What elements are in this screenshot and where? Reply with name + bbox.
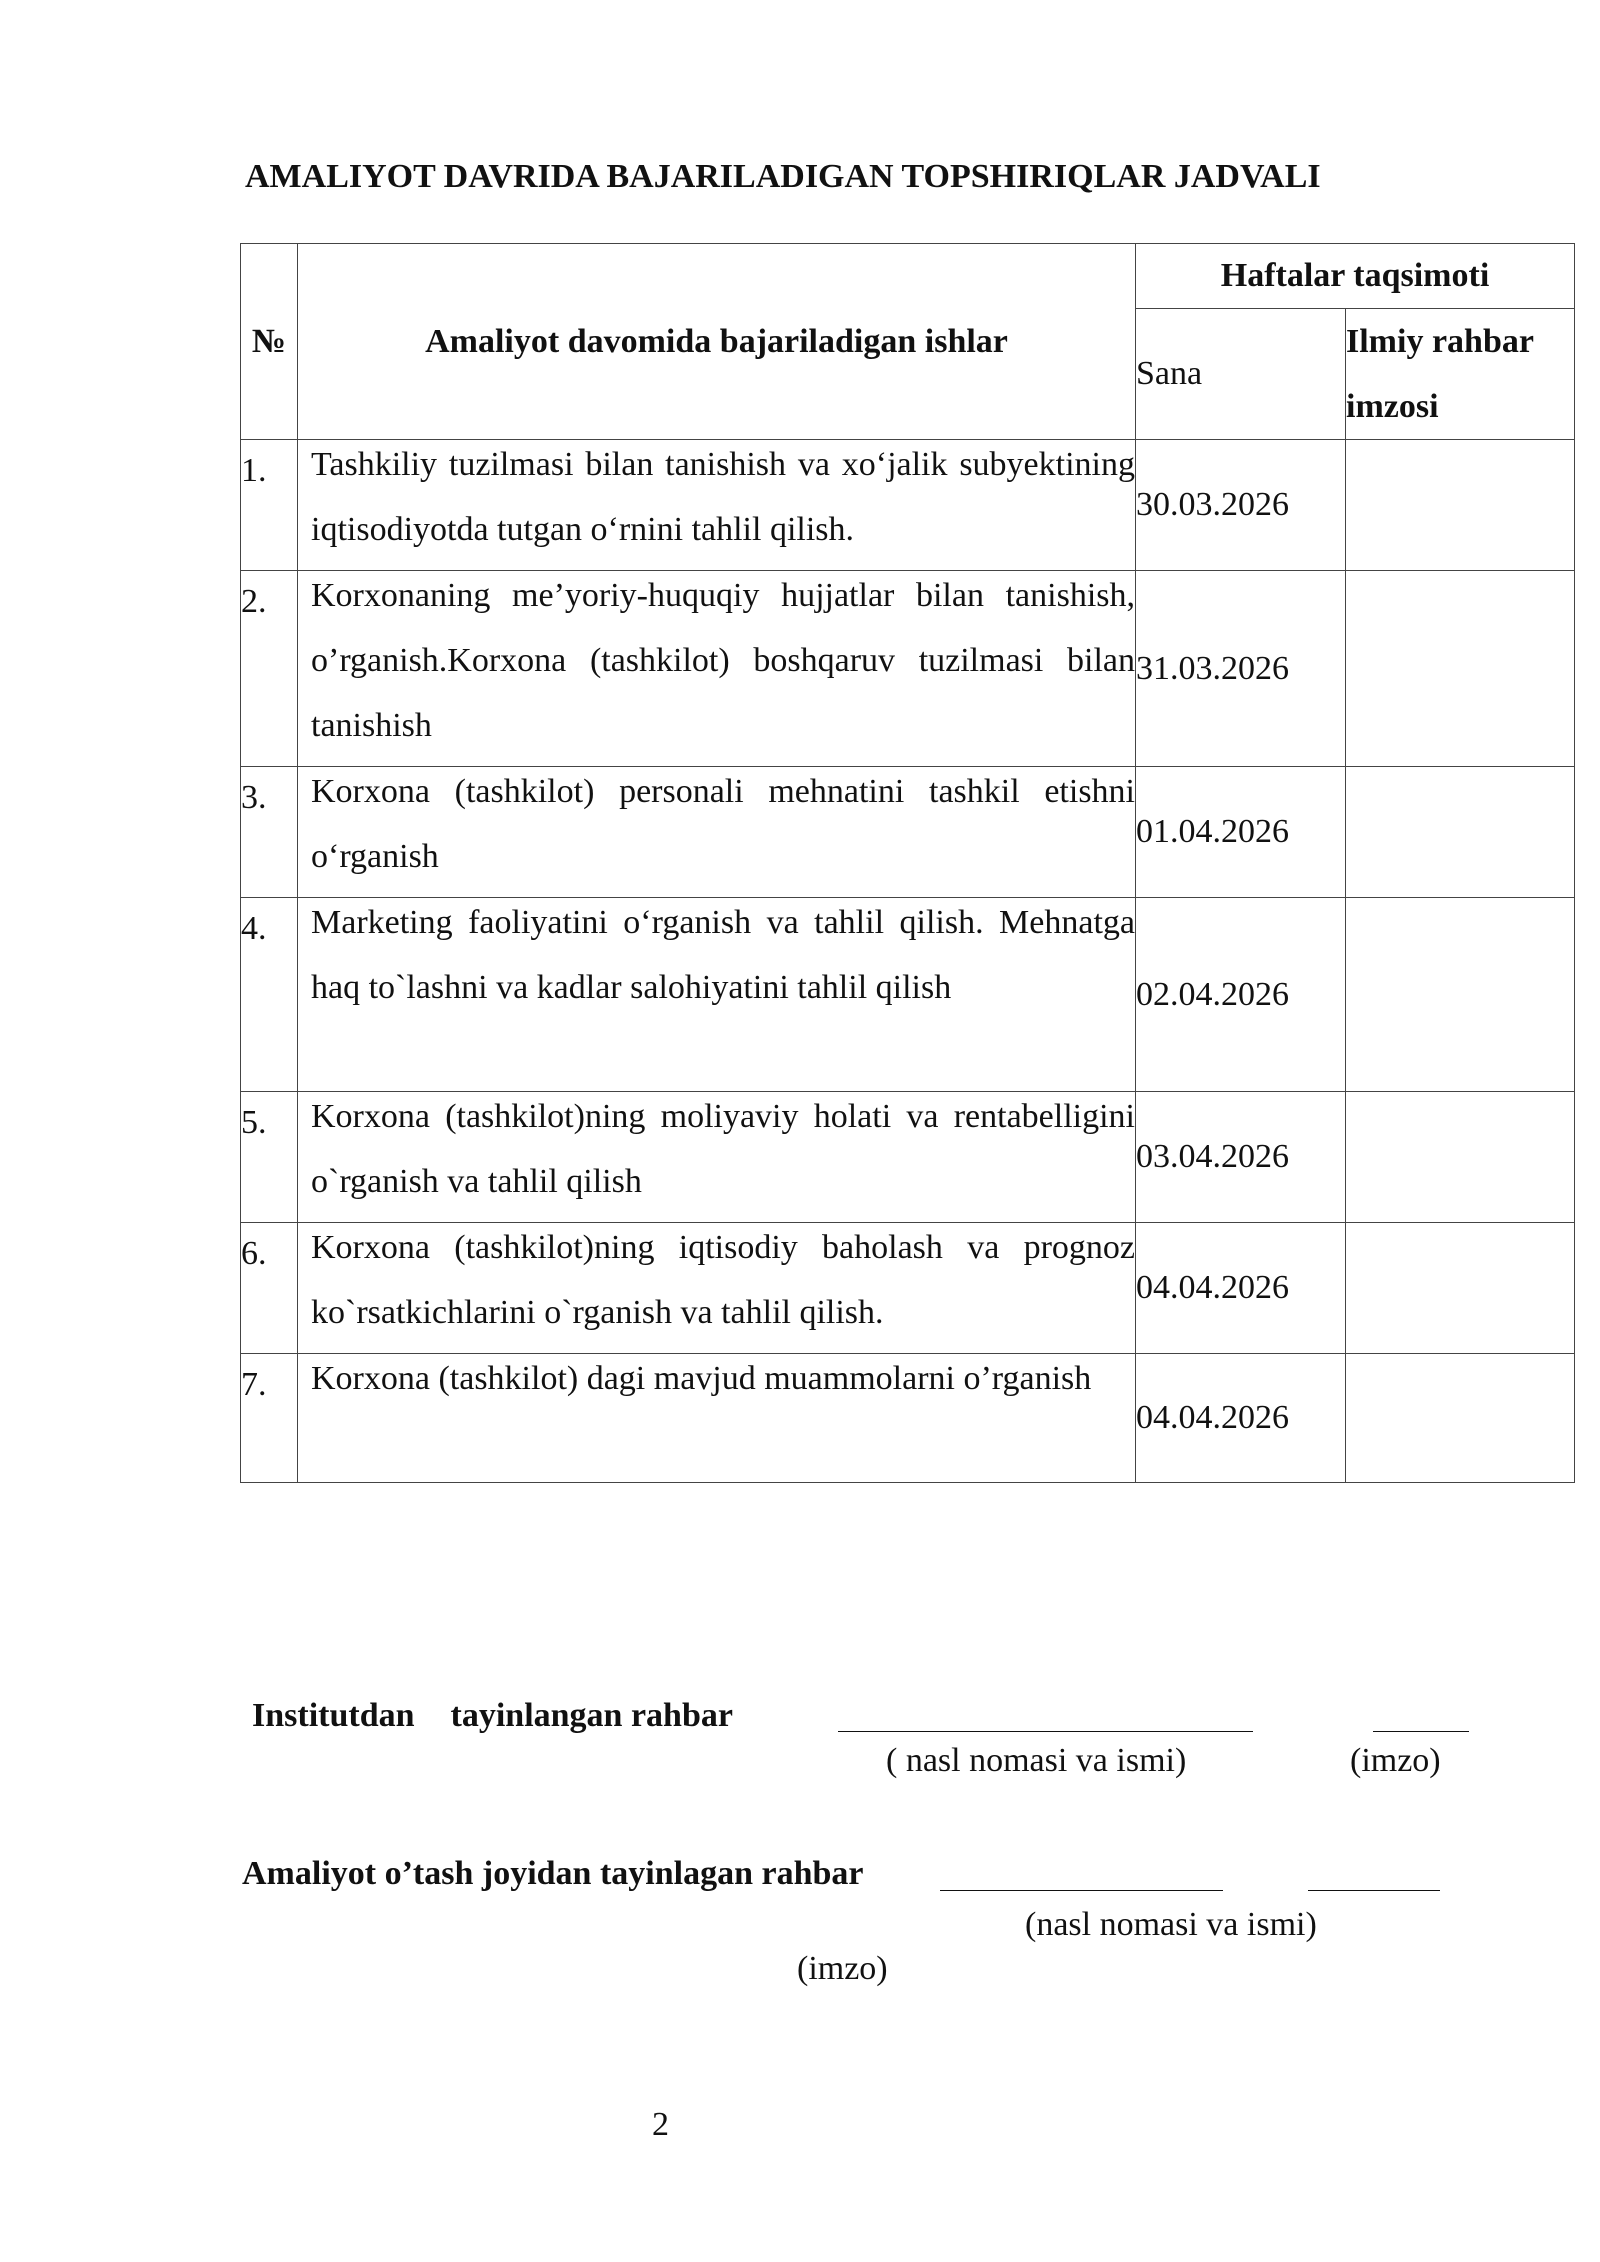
table-row bbox=[241, 440, 1575, 571]
row-date: 04.04.2026 bbox=[1136, 1354, 1346, 1483]
row-number: 5. bbox=[241, 1104, 267, 1141]
table-row bbox=[241, 1223, 1575, 1354]
workplace-name-line[interactable] bbox=[940, 1890, 1223, 1891]
row-work: Tashkiliy tuzilmasi bilan tanishish va xo‘jalik subyektining iqtisodiyotda tutgan o‘rnini tahlil qilish. bbox=[311, 446, 1135, 548]
institute-supervisor-label bbox=[252, 1697, 733, 1735]
row-date: 02.04.2026 bbox=[1136, 898, 1346, 1092]
row-signature-cell[interactable] bbox=[1346, 571, 1575, 767]
table-row bbox=[241, 767, 1575, 898]
table-row bbox=[241, 571, 1575, 767]
row-signature-cell[interactable] bbox=[1346, 1223, 1575, 1354]
row-work: Korxona (tashkilot)ning moliyaviy holati va rentabelligini o`rganish va tahlil qilish bbox=[311, 1098, 1135, 1200]
row-number: 4. bbox=[241, 910, 267, 947]
row-date: 01.04.2026 bbox=[1136, 767, 1346, 898]
header-weeks: Haftalar taqsimoti bbox=[1136, 244, 1575, 309]
row-work: Korxona (tashkilot)ning iqtisodiy baholash va prognoz ko`rsatkichlarini o`rganish va tahlil qilish. bbox=[311, 1229, 1135, 1331]
row-signature-cell[interactable] bbox=[1346, 1092, 1575, 1223]
header-number: № bbox=[241, 244, 298, 440]
institute-name-line[interactable] bbox=[838, 1731, 1253, 1732]
institute-signature-line[interactable] bbox=[1373, 1731, 1469, 1732]
row-date: 03.04.2026 bbox=[1136, 1092, 1346, 1223]
header-date: Sana bbox=[1136, 309, 1346, 440]
row-signature-cell[interactable] bbox=[1346, 1354, 1575, 1483]
table-row bbox=[241, 1354, 1575, 1483]
row-number: 6. bbox=[241, 1235, 267, 1272]
row-work: Korxona (tashkilot) dagi mavjud muammolarni o’rganish bbox=[311, 1360, 1092, 1397]
row-date: 31.03.2026 bbox=[1136, 571, 1346, 767]
page-number: 2 bbox=[652, 2106, 669, 2143]
header-work: Amaliyot davomida bajariladigan ishlar bbox=[298, 244, 1136, 440]
row-work: Korxonaning me’yoriy-huquqiy hujjatlar bilan tanishish, o’rganish.Korxona (tashkilot) boshqaruv tuzilmasi bilan tanishish bbox=[311, 577, 1135, 744]
page-title: AMALIYOT DAVRIDA BAJARILADIGAN TOPSHIRIQLAR JADVALI bbox=[245, 158, 1321, 195]
workplace-signature-hint: (imzo) bbox=[797, 1950, 888, 1987]
tasks-table bbox=[240, 243, 1575, 1483]
workplace-name-hint: (nasl nomasi va ismi) bbox=[1025, 1906, 1317, 1943]
row-date: 04.04.2026 bbox=[1136, 1223, 1346, 1354]
workplace-signature-line[interactable] bbox=[1308, 1890, 1440, 1891]
institute-label-part1: Institutdan bbox=[252, 1697, 415, 1734]
row-number: 3. bbox=[241, 779, 267, 816]
institute-label-part2: tayinlangan rahbar bbox=[450, 1697, 733, 1734]
institute-signature-hint: (imzo) bbox=[1350, 1742, 1441, 1779]
table-row bbox=[241, 1092, 1575, 1223]
table-header-row bbox=[241, 244, 1575, 309]
row-signature-cell[interactable] bbox=[1346, 440, 1575, 571]
row-date: 30.03.2026 bbox=[1136, 440, 1346, 571]
row-signature-cell[interactable] bbox=[1346, 767, 1575, 898]
row-work: Korxona (tashkilot) personali mehnatini tashkil etishni o‘rganish bbox=[311, 773, 1135, 875]
row-number: 1. bbox=[241, 452, 267, 489]
header-signature: Ilmiy rahbar imzosi bbox=[1346, 309, 1575, 440]
row-number: 7. bbox=[241, 1366, 267, 1403]
institute-name-hint: ( nasl nomasi va ismi) bbox=[886, 1742, 1187, 1779]
row-number: 2. bbox=[241, 583, 267, 620]
workplace-supervisor-label: Amaliyot o’tash joyidan tayinlagan rahbar bbox=[242, 1855, 864, 1892]
row-signature-cell[interactable] bbox=[1346, 898, 1575, 1092]
row-work: Marketing faoliyatini o‘rganish va tahlil qilish. Mehnatga haq to`lashni va kadlar salohiyatini tahlil qilish bbox=[311, 904, 1135, 1006]
table-row bbox=[241, 898, 1575, 1092]
